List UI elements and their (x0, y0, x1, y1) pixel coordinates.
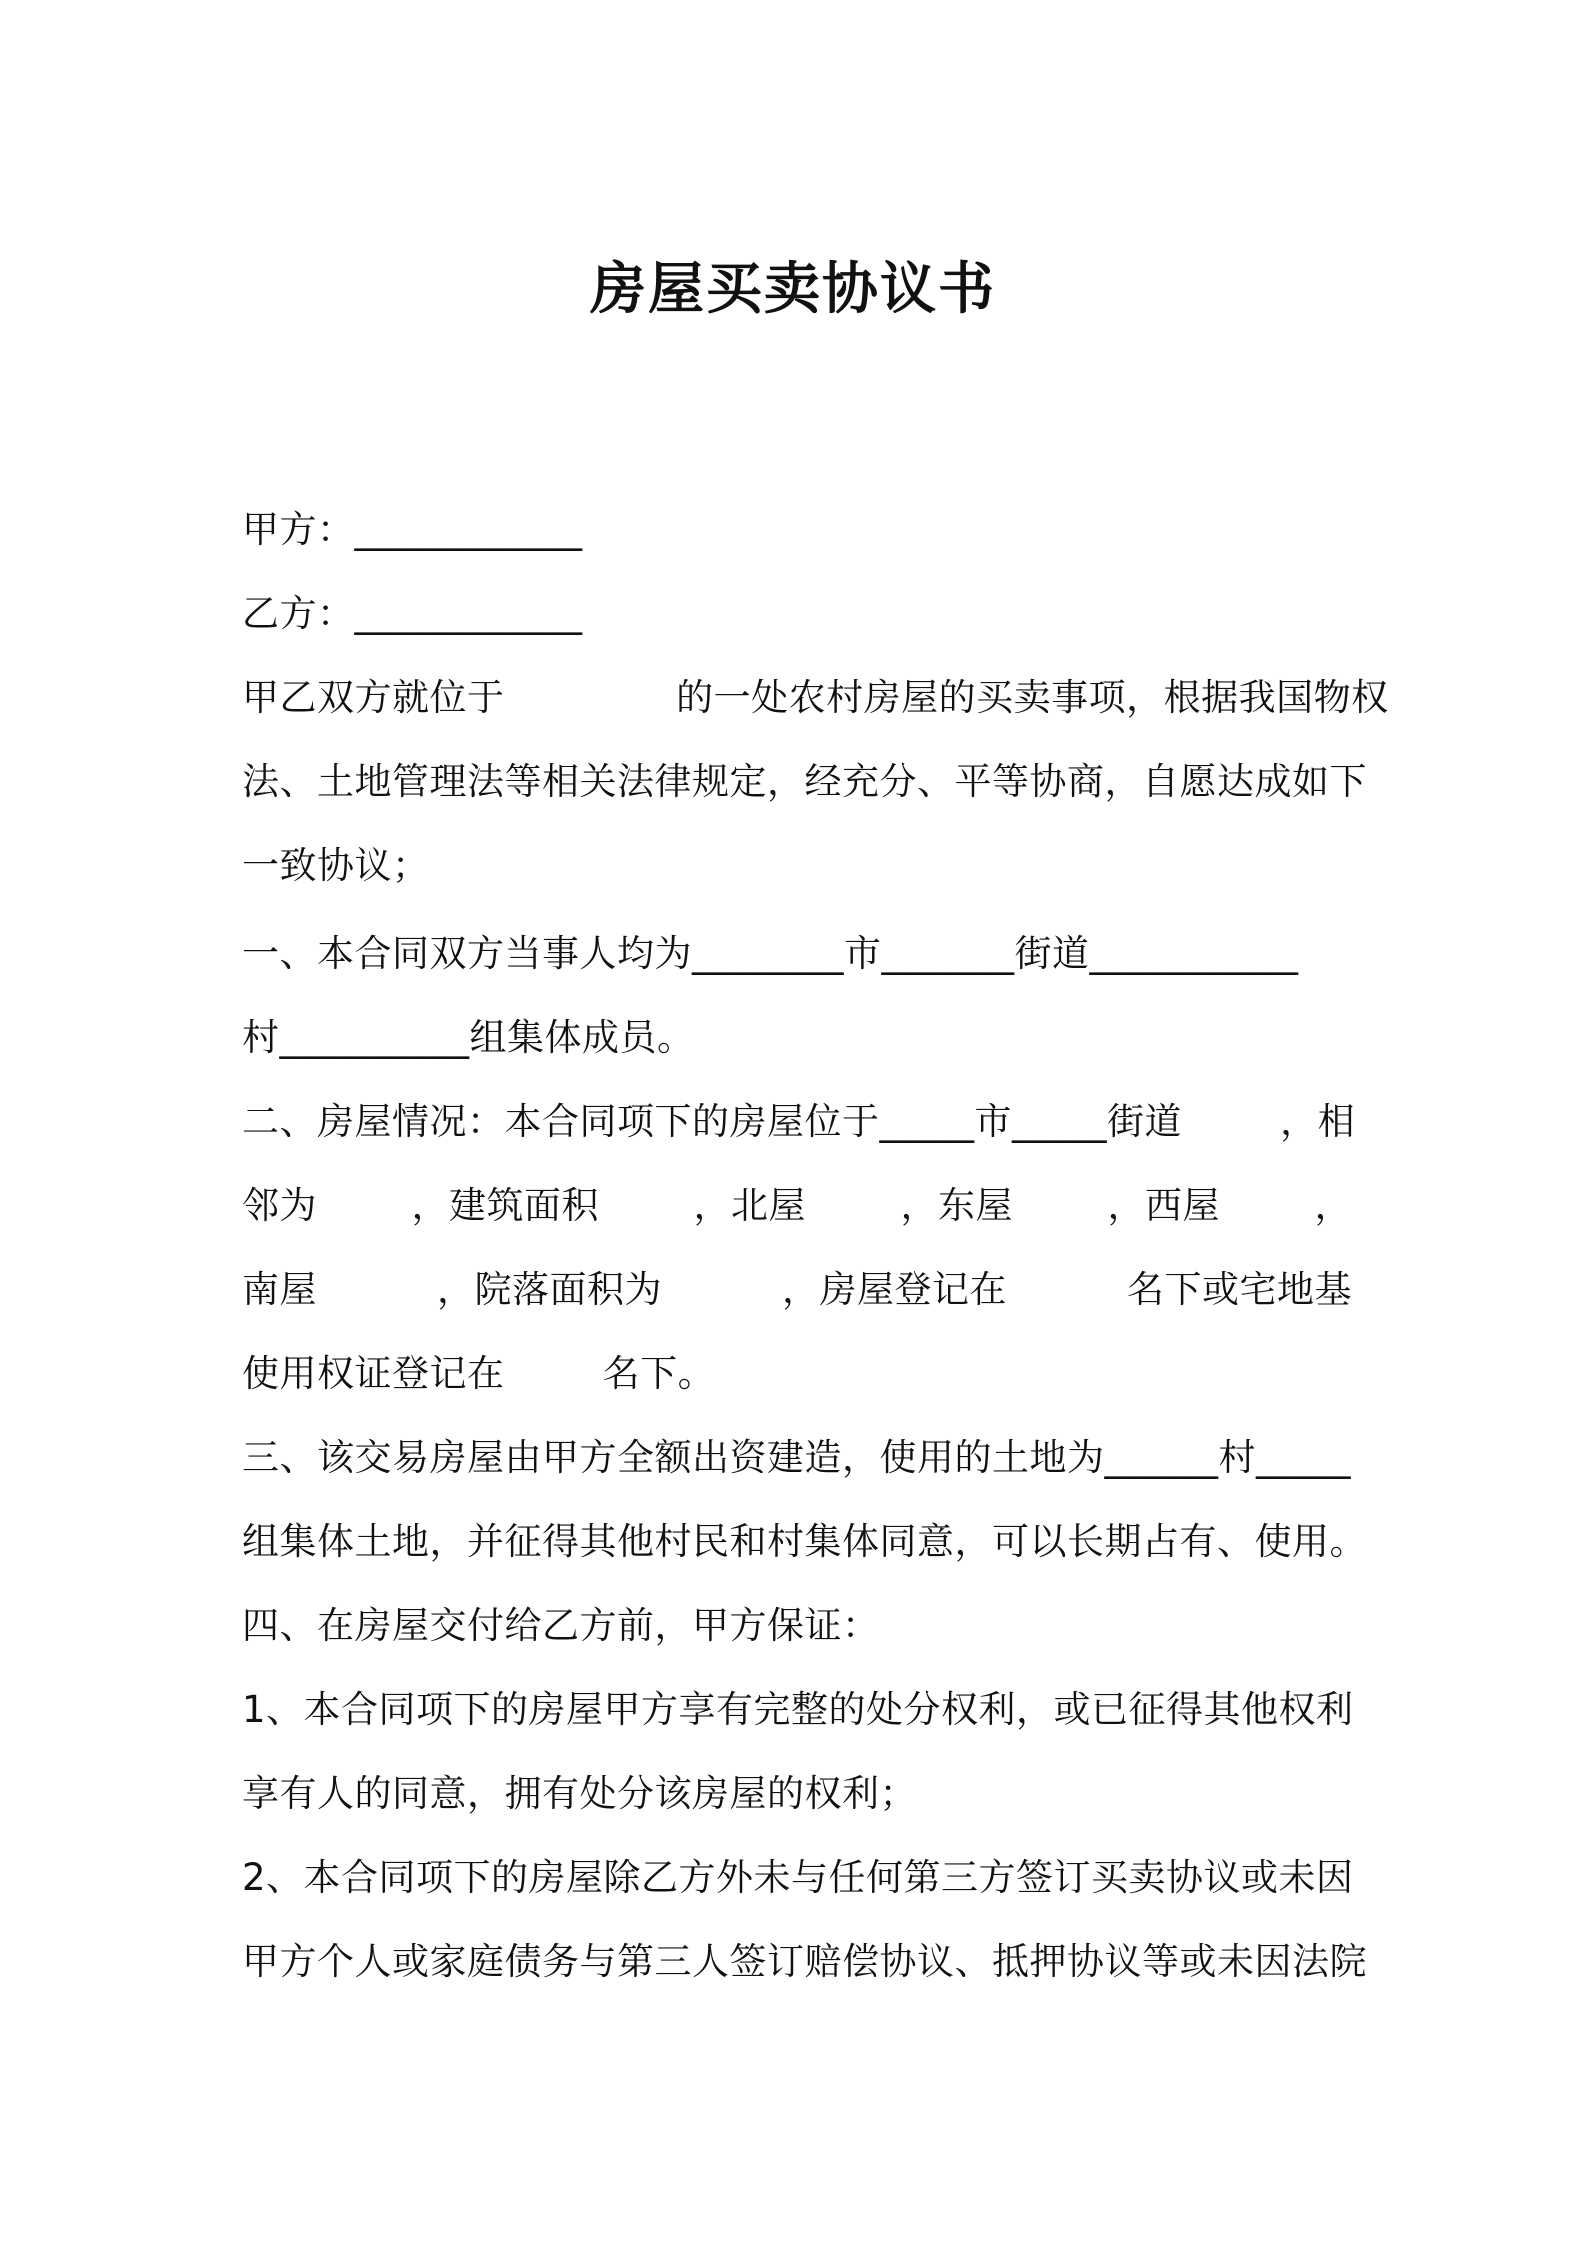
preamble-line-1: 甲乙双方就位于 的一处农村房屋的买卖事项，根据我国物权 (242, 676, 1389, 719)
clause-1-line-2: 村__________组集体成员。 (242, 1016, 695, 1059)
party-a-line: 甲方：____________ (242, 508, 583, 551)
clause-3-line-1: 三、该交易房屋由甲方全额出资建造，使用的土地为______村_____ (242, 1436, 1351, 1479)
clause-2-line-2 (242, 1180, 1352, 1232)
east-house-label: ，东屋 (900, 1184, 1013, 1227)
item-2-line-1: 2、本合同项下的房屋除乙方外未与任何第三方签订买卖协议或未因 (242, 1856, 1354, 1899)
clause-1-line-1: 一、本合同双方当事人均为________市_______街道___________ (242, 932, 1299, 975)
yard-area-label: ，院落面积为 (437, 1268, 662, 1311)
item-1-line-2: 享有人的同意，拥有处分该房屋的权利； (242, 1772, 917, 1815)
clause-2-line-4: 使用权证登记在 名下。 (242, 1352, 716, 1395)
clause-2-line-1: 二、房屋情况：本合同项下的房屋位于_____市_____街道 ，相 (242, 1100, 1356, 1143)
clause-2-line-3 (242, 1264, 1352, 1316)
document-title: 房屋买卖协议书 (590, 257, 996, 322)
preamble-line-2: 法、土地管理法等相关法律规定，经充分、平等协商，自愿达成如下 (242, 760, 1367, 803)
party-b-line: 乙方：____________ (242, 592, 583, 635)
clause-3-line-2: 组集体土地，并征得其他村民和村集体同意，可以长期占有、使用。 (242, 1520, 1367, 1563)
item-1-line-1: 1、本合同项下的房屋甲方享有完整的处分权利，或已征得其他权利 (242, 1688, 1354, 1731)
item-2-line-2: 甲方个人或家庭债务与第三人签订赔偿协议、抵押协议等或未因法院 (242, 1940, 1367, 1983)
trailing-comma: ， (1314, 1184, 1352, 1227)
registered-under-label: ，房屋登记在 (782, 1268, 1007, 1311)
clause-4-heading: 四、在房屋交付给乙方前，甲方保证： (242, 1604, 880, 1647)
preamble-line-3: 一致协议； (242, 844, 430, 887)
building-area-label: ，建筑面积 (411, 1184, 599, 1227)
north-house-label: ，北屋 (693, 1184, 806, 1227)
neighbor-label: 邻为 (242, 1184, 317, 1227)
homestead-label: 名下或宅地基 (1127, 1268, 1352, 1311)
south-house-label: 南屋 (242, 1268, 317, 1311)
west-house-label: ，西屋 (1107, 1184, 1220, 1227)
